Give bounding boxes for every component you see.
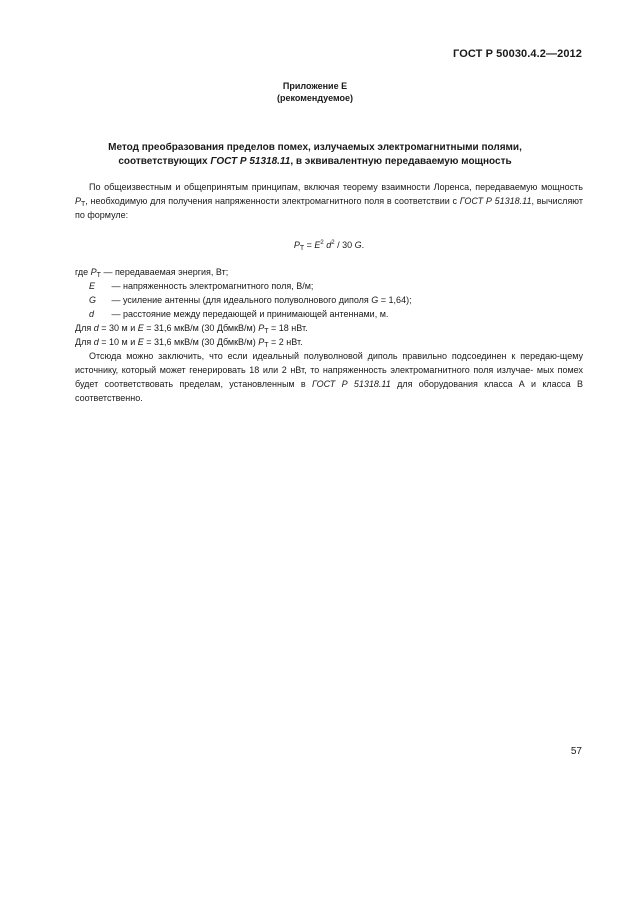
def-e-text: — напряженность электромагнитного поля, В/м; xyxy=(109,281,314,291)
def-g-text: = 1,64); xyxy=(378,295,412,305)
def-d-symbol: d xyxy=(89,309,95,319)
intro-text: , необходимую для получения напряженности электромагнитного поля в соответствии с xyxy=(85,196,458,206)
formula-g: G xyxy=(354,240,362,250)
section-title-line2 xyxy=(60,155,570,169)
conclusion-text: Отсюда можно заключить, что если идеальный полуволновой диполь правильно подсоединен к передаю- xyxy=(89,351,560,361)
example-e: E xyxy=(137,337,144,347)
appendix-heading xyxy=(0,80,630,104)
example-text: = 10 м и xyxy=(98,337,138,347)
example-2 xyxy=(75,335,583,349)
conclusion-paragraph xyxy=(75,349,583,405)
conclusion-text: щему источнику, который может генерировать 18 или 2 нВт, то напряженность электромагнитного поля излучае- xyxy=(75,351,583,375)
conclusion-text: класса В соответственно. xyxy=(75,379,583,403)
example-text: = 31,6 мкВ/м (30 ДбмкВ/м) xyxy=(143,323,259,333)
formula-divisor: / 30 xyxy=(334,240,355,250)
section-title xyxy=(60,141,570,169)
body-text xyxy=(75,180,583,405)
intro-standard-ref: ГОСТ Р 51318.11 xyxy=(459,196,532,206)
def-p-subscript: Т xyxy=(96,272,101,279)
intro-text: По общеизвестным и общепринятым принципам, включая теорему взаимности Лоренса, передаваемую xyxy=(89,182,538,192)
page-number: 57 xyxy=(570,746,582,757)
appendix-status: (рекомендуемое) xyxy=(277,93,353,103)
title-standard-ref: ГОСТ Р 51318.11 xyxy=(210,156,291,167)
appendix-title: Приложение Е xyxy=(282,81,348,91)
example-e: E xyxy=(137,323,144,333)
example-result: = 18 нВт. xyxy=(268,323,308,333)
formula-e: E xyxy=(314,240,321,250)
example-p: P xyxy=(258,337,265,347)
def-g-symbol: G xyxy=(89,295,97,305)
def-p-symbol: P xyxy=(90,267,97,277)
standard-number: ГОСТ Р 50030.4.2—2012 xyxy=(453,48,582,60)
def-g-text: — усиление антенны (для идеального полуволнового диполя xyxy=(109,295,372,305)
title-text: соответствующих xyxy=(118,156,211,167)
intro-text: , вычисляют по формуле: xyxy=(75,196,583,220)
definition-e xyxy=(75,279,583,293)
definition-p xyxy=(75,265,583,279)
formula xyxy=(75,238,583,252)
intro-text: мощность xyxy=(541,182,583,192)
formula-d-exponent: 2 xyxy=(331,240,335,246)
formula-p: P xyxy=(293,240,300,250)
intro-paragraph xyxy=(75,180,583,222)
example-d: d xyxy=(93,337,99,347)
section-title-line1: Метод преобразования пределов помех, излучаемых электромагнитными полями, xyxy=(108,142,522,153)
formula-d: d xyxy=(326,240,332,250)
example-1 xyxy=(75,321,583,335)
power-symbol: P xyxy=(75,196,82,206)
formula-e-exponent: 2 xyxy=(320,240,324,246)
definition-d xyxy=(75,307,583,321)
def-d-text: — расстояние между передающей и принимающей антеннами, м. xyxy=(109,309,389,319)
example-p: P xyxy=(258,323,265,333)
example-result: = 2 нВт. xyxy=(268,337,303,347)
conclusion-text: мых помех будет соответствовать пределам, установленным в xyxy=(75,365,583,389)
example-text: Для xyxy=(75,337,94,347)
def-e-symbol: E xyxy=(89,281,96,291)
title-text: , в эквивалентную передаваемую мощность xyxy=(290,156,512,167)
conclusion-text: для оборудования класса А и xyxy=(390,379,537,389)
example-p-subscript: Т xyxy=(264,328,269,335)
example-text: = 31,6 мкВ/м (30 ДбмкВ/м) xyxy=(143,337,259,347)
example-text: Для xyxy=(75,323,94,333)
definition-g xyxy=(75,293,583,307)
def-g-inline-symbol: G xyxy=(371,295,379,305)
formula-p-subscript: Т xyxy=(299,245,305,252)
conclusion-standard-ref: ГОСТ Р 51318.11 xyxy=(312,379,391,389)
formula-period: . xyxy=(361,240,365,250)
formula-equals: = xyxy=(304,240,315,250)
example-text: = 30 м и xyxy=(98,323,138,333)
example-p-subscript: Т xyxy=(264,342,269,349)
example-d: d xyxy=(93,323,99,333)
def-p-text: — передаваемая энергия, Вт; xyxy=(100,267,229,277)
power-subscript: Т xyxy=(81,201,86,208)
where-label: где xyxy=(75,267,91,277)
